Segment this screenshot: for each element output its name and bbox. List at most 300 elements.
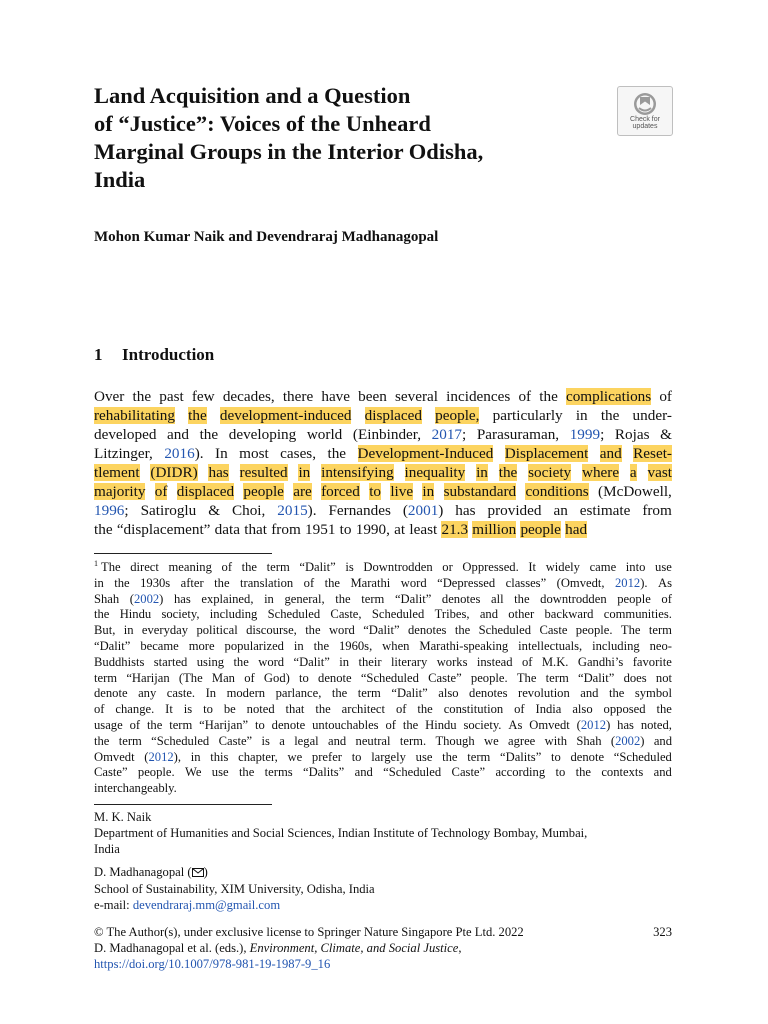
word-text: “Dalits”: [500, 749, 542, 764]
citation-link[interactable]: 2002: [615, 733, 641, 748]
word-text: using: [196, 654, 225, 669]
word: [462, 560, 518, 576]
word-text: It: [528, 560, 537, 574]
word-text: to: [339, 521, 352, 538]
word-text: and: [328, 733, 347, 748]
word: [340, 520, 352, 539]
word-text: forced: [321, 483, 360, 500]
word: [654, 765, 672, 781]
word: [435, 607, 470, 623]
word-text: It: [165, 702, 173, 717]
word: [435, 406, 479, 425]
word-text: with: [544, 733, 567, 748]
word: [210, 750, 228, 766]
word-text: Displacement: [504, 445, 589, 462]
word: [94, 686, 128, 702]
word-text: the: [454, 623, 471, 638]
word-text: Litzinger,: [94, 445, 153, 462]
word: [604, 607, 672, 623]
word-text: that: [285, 702, 305, 717]
citation-link[interactable]: 2017: [431, 426, 463, 443]
citation-link[interactable]: 2002: [133, 591, 160, 606]
word: [611, 734, 645, 750]
word-text: had: [565, 521, 588, 538]
word-text: (: [402, 502, 408, 519]
word: [120, 607, 151, 623]
word: [94, 781, 177, 797]
word: [363, 623, 399, 639]
word: [365, 406, 422, 425]
word-text: denote: [318, 670, 352, 685]
word: [363, 560, 432, 576]
word-text: “Dalit”: [293, 654, 330, 669]
citation-link[interactable]: 2015: [277, 502, 308, 519]
word-text: (McDowell,: [598, 483, 672, 500]
citation-link[interactable]: 2012: [615, 575, 641, 590]
word-text: people.: [470, 670, 508, 685]
word: [633, 444, 672, 463]
citation-link[interactable]: 2012: [580, 717, 607, 732]
word-text: use: [655, 560, 672, 574]
citation-link[interactable]: 1999: [569, 426, 601, 443]
text-line: [94, 501, 672, 520]
word: [126, 671, 169, 687]
word-text: Caste: [539, 623, 568, 638]
word-text: (: [129, 591, 134, 606]
word: [264, 671, 290, 687]
word-text: has: [455, 502, 476, 519]
word-text: &: [208, 502, 221, 519]
word: [660, 425, 672, 444]
word-text: opposed: [603, 702, 646, 717]
word: [598, 482, 672, 501]
email-label: e-mail:: [94, 897, 133, 912]
word-text: Caste”: [428, 670, 462, 685]
word-text: the: [324, 575, 340, 590]
word-text: (DIDR): [150, 464, 198, 481]
citation-link[interactable]: 2012: [148, 749, 174, 764]
word: [371, 750, 406, 766]
word: [570, 425, 605, 444]
word: [520, 520, 560, 539]
word: [294, 734, 318, 750]
word: [557, 576, 605, 592]
word-text: symbol: [634, 686, 672, 701]
word-text: term: [545, 670, 569, 685]
word: [576, 406, 588, 425]
word-text: in: [339, 654, 350, 669]
word-text: Hindu: [425, 717, 457, 732]
word: [244, 671, 255, 687]
word-text: resulted: [239, 464, 288, 481]
word: [94, 406, 175, 425]
word-text: noted: [246, 702, 275, 717]
word-text: any: [138, 686, 157, 701]
word: [130, 592, 164, 608]
word: [174, 592, 191, 608]
word-text: As: [508, 717, 523, 732]
word: [518, 639, 582, 655]
word: [144, 750, 181, 766]
word-text: in: [293, 638, 304, 653]
word: [467, 750, 490, 766]
word-text: (: [610, 733, 616, 748]
word-text: including: [592, 638, 640, 653]
affiliation-rule: [94, 804, 272, 805]
word-text: Shah: [576, 733, 602, 748]
word-text: Omvedt: [529, 717, 570, 732]
word: [299, 671, 309, 687]
word-text: cases,: [280, 445, 317, 462]
word-text: explained,: [201, 591, 254, 606]
word-tail: ): [438, 502, 444, 519]
word-text: be: [223, 702, 236, 717]
word-tail: ): [606, 717, 611, 732]
word-text: more: [188, 638, 215, 653]
word-text: the: [600, 407, 620, 424]
word-text: particularly: [492, 407, 563, 424]
word-text: Caste”: [94, 765, 128, 780]
word: [224, 702, 236, 718]
word: [330, 607, 361, 623]
word: [94, 560, 121, 576]
word: [395, 387, 438, 406]
word: [279, 734, 285, 750]
word-text: contexts: [601, 765, 644, 780]
word-text: under-: [632, 407, 672, 424]
word: [495, 765, 545, 781]
word-text: denotes: [469, 686, 508, 701]
word-text: The: [620, 623, 641, 638]
word: [114, 576, 129, 592]
word-text: of: [395, 702, 407, 717]
word-text: we: [483, 733, 499, 748]
word-text: change.: [115, 702, 155, 717]
word-text: tlement: [94, 464, 140, 481]
word: [514, 592, 529, 608]
word: [401, 576, 427, 592]
word-text: the: [241, 560, 258, 574]
word-text: term: [357, 686, 381, 701]
word-text: the: [146, 717, 163, 732]
word: [417, 702, 432, 718]
word: [582, 463, 619, 482]
citation-link[interactable]: 1996: [94, 502, 125, 519]
word: [303, 765, 344, 781]
word-text: decades,: [222, 388, 275, 405]
word-text: Marathi-speaking: [419, 638, 509, 653]
word: [428, 671, 462, 687]
word-text: “Dalits”: [303, 765, 345, 780]
word-text: communities.: [603, 607, 672, 622]
text-line: [94, 406, 672, 425]
word: [659, 387, 672, 406]
word-text: Though: [435, 733, 475, 748]
word-text: use: [415, 749, 433, 764]
word: [500, 750, 541, 766]
word-text: “Dalit”: [363, 623, 400, 638]
word: [276, 686, 322, 702]
section-heading: [94, 345, 214, 365]
word: [648, 463, 672, 482]
word-text: Over: [94, 388, 125, 405]
word-text: the: [498, 464, 518, 481]
word-text: Shah: [94, 591, 120, 606]
word: [592, 639, 640, 655]
text-line: [94, 750, 672, 766]
word: [164, 444, 203, 463]
word: [197, 655, 224, 671]
word-text: widely: [545, 560, 580, 574]
word-text: at: [394, 521, 406, 538]
word: [206, 686, 217, 702]
word-text: of: [154, 483, 168, 500]
word-text: discourse,: [246, 623, 297, 638]
word-text: the: [214, 575, 230, 590]
word: [601, 406, 620, 425]
email-link[interactable]: devendraraj.mm@gmail.com: [132, 897, 281, 912]
word-text: noted,: [640, 717, 672, 732]
word-tail: ).: [194, 445, 204, 462]
word: [262, 734, 270, 750]
word: [321, 387, 350, 406]
word-text: (The: [178, 670, 203, 685]
text-line: [94, 702, 672, 718]
word: [94, 576, 104, 592]
word: [390, 482, 413, 501]
word: [94, 623, 115, 639]
word: [265, 765, 293, 781]
word-text: terms: [264, 765, 293, 780]
word-text: M.K.: [541, 654, 569, 669]
word-text: displaced: [364, 407, 422, 424]
word: [208, 501, 220, 520]
word: [400, 734, 426, 750]
word-text: live: [390, 483, 414, 500]
word: [488, 501, 542, 520]
word: [654, 734, 672, 750]
word: [179, 671, 203, 687]
affiliation-name: D. Madhanagopal (: [94, 865, 192, 879]
word: [545, 734, 567, 750]
word-text: In: [215, 445, 228, 462]
word: [167, 425, 189, 444]
word: [328, 734, 346, 750]
word-text: 1990,: [355, 521, 390, 538]
word-text: is: [183, 702, 193, 717]
word-text: complications: [565, 388, 652, 405]
word-text: literary: [390, 654, 428, 669]
word: [576, 623, 613, 639]
word-text: usage: [94, 717, 123, 732]
word-tail: ;: [124, 502, 129, 519]
word: [115, 702, 154, 718]
title-line: Marginal Groups in the Interior Odisha,: [94, 139, 484, 164]
word: [232, 501, 265, 520]
envelope-icon[interactable]: [192, 866, 204, 882]
word-text: the: [199, 426, 219, 443]
word: [358, 655, 381, 671]
word-text: The: [101, 560, 121, 574]
citation-link[interactable]: 2001: [407, 502, 439, 519]
citation-link[interactable]: 2016: [164, 445, 195, 462]
word-text: the: [114, 575, 130, 590]
footnote-marker: 1: [94, 559, 98, 568]
word: [200, 425, 219, 444]
word: [405, 463, 466, 482]
word-text: also: [572, 702, 593, 717]
word: [201, 592, 253, 608]
word: [307, 425, 342, 444]
word: [444, 482, 517, 501]
word-text: to: [351, 749, 362, 764]
word: [208, 463, 228, 482]
word: [442, 592, 480, 608]
word-text: the: [315, 702, 331, 717]
word-text: that: [244, 521, 267, 538]
affiliation-dept: Department of Humanities and Social Sciences, Indian Institute of Technology Bombay, Mumbai,: [94, 825, 588, 840]
word-text: in: [94, 575, 104, 590]
check-for-updates-badge[interactable]: [617, 86, 673, 136]
word-tail: ),: [173, 749, 182, 764]
word: [382, 639, 409, 655]
word-text: meaning: [168, 560, 212, 574]
word-text: few: [191, 388, 215, 405]
word-text: developed: [94, 426, 157, 443]
word: [298, 463, 310, 482]
chapter-title: [94, 82, 614, 194]
word-text: use: [211, 765, 229, 780]
word-text: the: [575, 765, 591, 780]
word: [244, 520, 267, 539]
word: [258, 655, 284, 671]
word-text: 1951: [305, 521, 336, 538]
word-text: God): [263, 670, 290, 685]
word: [140, 576, 170, 592]
word-text: Scheduled: [267, 607, 321, 622]
text-line: [94, 781, 672, 797]
word-text: people.: [137, 765, 175, 780]
word: [540, 592, 606, 608]
word-tail: ;: [462, 426, 467, 443]
word-text: a: [629, 464, 637, 481]
word-text: most: [239, 445, 269, 462]
text-line: [94, 623, 672, 639]
word: [633, 406, 672, 425]
word: [189, 639, 215, 655]
word: [469, 686, 507, 702]
word-text: Rojas: [614, 426, 650, 443]
word-text: according: [495, 765, 546, 780]
word: [369, 482, 381, 501]
word: [192, 387, 215, 406]
word-text: of: [659, 388, 672, 405]
text-line: [94, 444, 672, 463]
word: [94, 501, 129, 520]
word: [506, 576, 547, 592]
word-text: there: [282, 388, 314, 405]
word: [327, 444, 346, 463]
word: [442, 560, 453, 576]
word-text: chapter,: [238, 749, 278, 764]
word-text: of: [221, 560, 233, 574]
section-number: 1: [94, 345, 103, 364]
word-text: parlance,: [275, 686, 322, 701]
word-text: the: [402, 717, 419, 732]
word-text: inequality: [404, 464, 466, 481]
word: [536, 702, 562, 718]
word: [94, 702, 105, 718]
word-text: Tribes,: [434, 607, 470, 622]
word-text: denote: [570, 749, 605, 764]
word: [358, 686, 381, 702]
word: [196, 623, 237, 639]
word: [480, 607, 498, 623]
word: [477, 425, 559, 444]
word: [425, 718, 456, 734]
word-text: works: [436, 654, 468, 669]
word-text: Fernandes: [328, 502, 391, 519]
word-text: displaced: [176, 483, 235, 500]
word: [479, 623, 531, 639]
word: [355, 765, 373, 781]
word-text: the: [608, 686, 625, 701]
word: [329, 623, 355, 639]
word-text: “Scheduled: [383, 765, 442, 780]
word-text: a: [279, 733, 285, 748]
title-line: Land Acquisition and a Question: [94, 83, 411, 108]
word-text: prefer: [311, 749, 342, 764]
word-text: term.: [399, 733, 427, 748]
word-text: conditions: [525, 483, 589, 500]
word: [293, 482, 312, 501]
word-text: architect: [341, 702, 386, 717]
book-title: Environment, Climate, and Social Justice: [249, 941, 459, 956]
word-text: the: [94, 607, 110, 622]
word: [604, 702, 646, 718]
word: [635, 686, 672, 702]
word-text: in: [264, 591, 274, 606]
word: [220, 406, 352, 425]
footer-row: [94, 924, 672, 940]
word-text: “Depressed: [437, 575, 496, 590]
word: [517, 671, 537, 687]
word: [239, 444, 269, 463]
word: [119, 734, 142, 750]
authors: Mohon Kumar Naik and Devendraraj Madhanagopal: [94, 229, 439, 245]
word: [630, 463, 637, 482]
word-text: the: [514, 591, 530, 606]
word-text: the: [188, 407, 207, 424]
word: [264, 592, 274, 608]
doi-link[interactable]: https://doi.org/10.1007/978-981-19-1987-9_16: [94, 957, 331, 972]
word: [655, 560, 672, 576]
word: [463, 718, 501, 734]
word: [621, 623, 641, 639]
word-text: rehabilitating: [94, 407, 175, 424]
word: [438, 686, 458, 702]
word-text: term: [118, 733, 142, 748]
word: [342, 702, 385, 718]
word-text: the: [327, 445, 347, 462]
word: [514, 702, 525, 718]
word-text: an: [553, 502, 568, 519]
word-text: “Dalit”: [394, 591, 432, 606]
word: [576, 765, 591, 781]
word-text: is: [345, 560, 354, 574]
word-text: to: [551, 749, 561, 764]
word: [140, 639, 178, 655]
